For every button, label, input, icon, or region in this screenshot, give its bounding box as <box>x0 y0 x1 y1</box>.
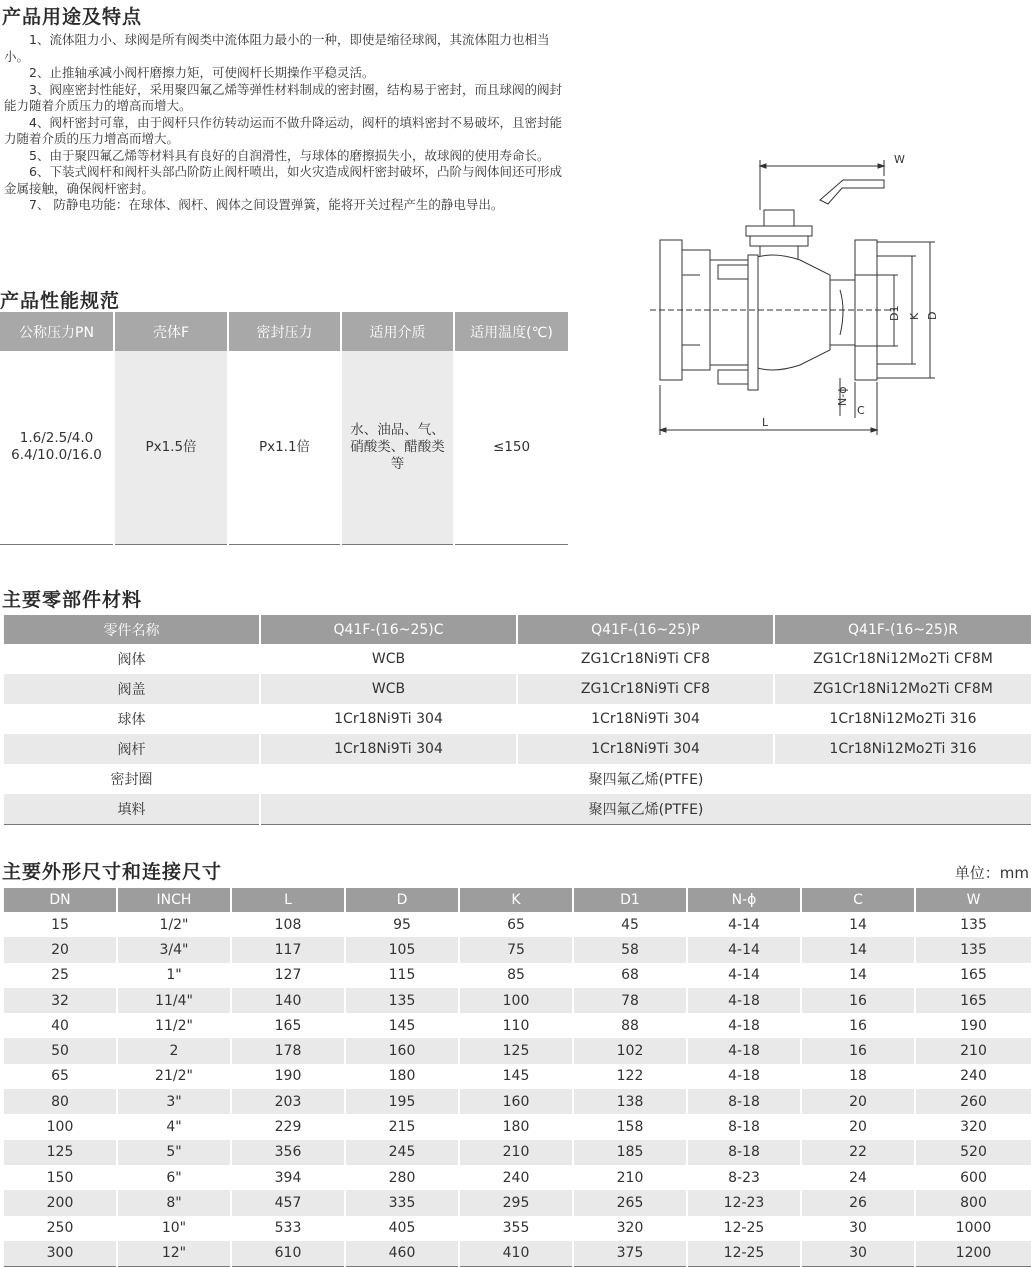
dims-cell: 26 <box>801 1190 915 1215</box>
dims-cell: 65 <box>51 1068 69 1085</box>
dims-cell: 3" <box>117 1089 231 1114</box>
spec-header-seal: 密封压力 <box>228 312 341 351</box>
dims-cell: 12" <box>117 1241 231 1266</box>
mat-header-part: 零件名称 <box>4 615 260 644</box>
mat-cell: WCB <box>260 644 517 674</box>
dims-cell: 8-18 <box>687 1114 801 1139</box>
dims-cell: 203 <box>231 1089 345 1114</box>
dims-cell: 6" <box>117 1165 231 1190</box>
dims-cell: 117 <box>231 937 345 962</box>
table-row <box>4 937 1031 962</box>
dims-cell: 1000 <box>915 1216 1031 1241</box>
spec-temp: ≤150 <box>454 351 568 544</box>
dims-cell: 405 <box>345 1216 459 1241</box>
mat-cell: 阀体 <box>117 652 146 668</box>
mat-header-p: Q41F-(16~25)P <box>517 615 774 644</box>
dims-cell: 8-18 <box>687 1089 801 1114</box>
feature-item: 7、 防静电功能：在球体、阀杆、阀体之间设置弹簧，能将开关过程产生的静电导出。 <box>29 197 504 212</box>
table-row <box>4 1140 1031 1165</box>
dims-cell: 12-25 <box>687 1241 801 1266</box>
dims-cell: 40 <box>51 1017 69 1034</box>
dims-cell: 195 <box>345 1089 459 1114</box>
dims-cell: 16 <box>801 1013 915 1038</box>
dims-cell: 180 <box>459 1114 573 1139</box>
dims-cell: 100 <box>459 988 573 1013</box>
dims-cell: 8-18 <box>687 1140 801 1165</box>
spec-seal: Px1.1倍 <box>228 351 341 544</box>
spec-pn-line2: 6.4/10.0/16.0 <box>11 447 102 464</box>
dims-cell: 11/4" <box>117 988 231 1013</box>
valve-diagram <box>650 150 940 450</box>
mat-cell: ZG1Cr18Ni9Ti CF8 <box>517 644 774 674</box>
dims-cell: 85 <box>459 963 573 988</box>
table-row <box>4 1013 1031 1038</box>
dims-cell: 165 <box>231 1013 345 1038</box>
dims-cell: 1" <box>117 963 231 988</box>
dims-cell: 11/2" <box>117 1013 231 1038</box>
dims-cell: 68 <box>573 963 687 988</box>
dims-cell: 20 <box>801 1114 915 1139</box>
dims-cell: 2 <box>117 1038 231 1063</box>
dims-cell: 20 <box>4 937 117 962</box>
dims-cell: 18 <box>801 1064 915 1089</box>
dims-cell: 21/2" <box>117 1064 231 1089</box>
dims-cell: 410 <box>459 1241 573 1266</box>
dims-cell: 245 <box>345 1140 459 1165</box>
dims-cell: 135 <box>915 937 1031 962</box>
dim-label-c: C <box>857 404 865 417</box>
mat-cell: 1Cr18Ni9Ti 304 <box>517 704 774 734</box>
spec-title: 产品性能规范 <box>0 290 121 312</box>
table-row <box>4 963 1031 988</box>
dims-cell: 229 <box>231 1114 345 1139</box>
table-row <box>4 1114 1031 1139</box>
table-row <box>4 1089 1031 1114</box>
dims-cell: 356 <box>231 1140 345 1165</box>
dims-cell: 105 <box>345 937 459 962</box>
dims-cell: 8" <box>117 1190 231 1215</box>
dims-header: W <box>915 888 1031 912</box>
dim-label-d: D <box>926 311 939 320</box>
feature-item: 3、阀座密封性能好，采用聚四氟乙烯等弹性材料制成的密封圈，结构易于密封，而且球阀的阀封能力随着介质压力的增高而增大。 <box>4 81 562 113</box>
dims-cell: 5" <box>117 1140 231 1165</box>
table-row <box>4 988 1031 1013</box>
mat-cell: 1Cr18Ni9Ti 304 <box>260 734 517 764</box>
spec-header-shell: 壳体F <box>114 312 228 351</box>
dims-cell: 185 <box>573 1140 687 1165</box>
table-row <box>4 794 1031 824</box>
dims-cell: 58 <box>573 937 687 962</box>
table-row <box>4 1064 1031 1089</box>
dims-cell: 158 <box>573 1114 687 1139</box>
dims-cell: 600 <box>915 1165 1031 1190</box>
dims-cell: 30 <box>801 1241 915 1266</box>
dims-cell: 138 <box>573 1089 687 1114</box>
mat-cell: 聚四氟乙烯(PTFE) <box>260 794 1031 824</box>
table-row <box>4 704 1031 734</box>
dims-header: N-ϕ <box>687 888 801 912</box>
dims-cell: 180 <box>345 1064 459 1089</box>
dim-label-l: L <box>762 416 769 429</box>
dims-cell: 24 <box>801 1165 915 1190</box>
feature-item: 1、流体阻力小、球阀是所有阀类中流体阻力最小的一种，即使是缩径球阀，其流体阻力也相当小。 <box>4 32 550 64</box>
table-row <box>4 674 1031 704</box>
spec-shell: Px1.5倍 <box>114 351 228 544</box>
dims-cell: 115 <box>345 963 459 988</box>
dims-cell: 95 <box>345 912 459 937</box>
dims-cell: 4-18 <box>687 1038 801 1063</box>
dims-cell: 240 <box>915 1064 1031 1089</box>
dims-cell: 4-18 <box>687 988 801 1013</box>
mat-cell: 1Cr18Ni12Mo2Ti 316 <box>774 734 1031 764</box>
dims-cell: 4-14 <box>687 912 801 937</box>
spec-header-pn: 公称压力PN <box>0 312 114 351</box>
dims-cell: 45 <box>573 912 687 937</box>
dims-cell: 800 <box>915 1190 1031 1215</box>
dims-cell: 16 <box>801 988 915 1013</box>
dims-cell: 110 <box>459 1013 573 1038</box>
dims-cell: 610 <box>231 1241 345 1266</box>
dims-cell: 457 <box>231 1190 345 1215</box>
dim-label-d1: D1 <box>888 305 901 321</box>
dims-header: DN <box>4 888 117 912</box>
dims-header: C <box>801 888 915 912</box>
dims-cell: 160 <box>459 1089 573 1114</box>
dims-cell: 460 <box>345 1241 459 1266</box>
bolt-bottom <box>718 370 748 384</box>
dims-header: INCH <box>117 888 231 912</box>
dims-cell: 16 <box>801 1038 915 1063</box>
mat-cell: 密封圈 <box>110 772 153 788</box>
dims-title: 主要外形尺寸和连接尺寸 <box>2 861 223 883</box>
dims-cell: 14 <box>801 912 915 937</box>
table-row <box>4 1038 1031 1063</box>
spec-header-temp: 适用温度(℃) <box>454 312 568 351</box>
spec-pn-line1: 1.6/2.5/4.0 <box>19 430 94 447</box>
dims-cell: 280 <box>345 1165 459 1190</box>
dims-cell: 265 <box>573 1190 687 1215</box>
dims-cell: 1/2" <box>117 912 231 937</box>
dims-cell: 320 <box>915 1114 1031 1139</box>
dims-cell: 127 <box>231 963 345 988</box>
dim-label-k: K <box>908 312 921 320</box>
mat-cell: 阀盖 <box>4 674 260 704</box>
features-title: 产品用途及特点 <box>2 6 143 28</box>
dims-cell: 12-25 <box>687 1216 801 1241</box>
dim-label-n-phi: N-ϕ <box>836 386 849 406</box>
table-row <box>4 644 1031 674</box>
mat-cell: 1Cr18Ni12Mo2Ti 316 <box>774 704 1031 734</box>
dims-cell: 178 <box>231 1038 345 1063</box>
dims-cell: 533 <box>231 1216 345 1241</box>
features-list <box>4 32 564 214</box>
dims-cell: 102 <box>573 1038 687 1063</box>
bolt-top <box>718 265 748 279</box>
dims-cell: 80 <box>4 1089 117 1114</box>
dims-cell: 210 <box>573 1165 687 1190</box>
dims-cell: 50 <box>4 1038 117 1063</box>
dims-cell: 140 <box>231 988 345 1013</box>
mat-cell: 1Cr18Ni9Ti 304 <box>260 704 517 734</box>
dims-cell: 75 <box>459 937 573 962</box>
dims-cell: 250 <box>46 1220 74 1237</box>
dims-cell: 210 <box>459 1140 573 1165</box>
dims-cell: 32 <box>4 988 117 1013</box>
dims-cell: 135 <box>915 912 1031 937</box>
spec-header-media: 适用介质 <box>341 312 454 351</box>
dims-cell: 125 <box>459 1038 573 1063</box>
dims-cell: 200 <box>4 1190 117 1215</box>
table-row <box>4 1165 1031 1190</box>
materials-table <box>4 615 1031 825</box>
dims-cell: 190 <box>915 1013 1031 1038</box>
unit-label: 单位：mm <box>954 864 1029 882</box>
spec-media: 水、油品、气、硝酸类、醋酸类等 <box>341 351 454 544</box>
dims-cell: 210 <box>915 1038 1031 1063</box>
dims-cell: 145 <box>459 1064 573 1089</box>
dims-cell: 4" <box>117 1114 231 1139</box>
valve-stem-nut <box>764 210 794 226</box>
valve-handle <box>820 180 884 204</box>
spec-pn <box>0 351 114 544</box>
dims-cell: 65 <box>459 912 573 937</box>
mat-cell: 1Cr18Ni9Ti 304 <box>517 734 774 764</box>
dims-cell: 25 <box>51 967 69 984</box>
mat-cell: 阀杆 <box>4 734 260 764</box>
dims-cell: 375 <box>573 1241 687 1266</box>
dims-cell: 135 <box>345 988 459 1013</box>
dims-cell: 160 <box>345 1038 459 1063</box>
materials-title: 主要零部件材料 <box>2 589 143 611</box>
dims-cell: 165 <box>915 963 1031 988</box>
mat-cell: WCB <box>260 674 517 704</box>
feature-item: 6、下装式阀杆和阀杆头部凸阶防止阀杆喷出，如火灾造成阀杆密封破坏，凸阶与阀体间还可形成金属接触，确保阀杆密封。 <box>4 164 562 196</box>
mat-cell: 聚四氟乙烯(PTFE) <box>260 764 1031 794</box>
dims-cell: 30 <box>801 1216 915 1241</box>
feature-item: 4、阀杆密封可靠，由于阀杆只作彷转动运而不做升降运动，阀杆的填料密封不易破坏，且密封能力随着介质的压力增高而增大。 <box>4 114 562 146</box>
dims-cell: 4-18 <box>687 1013 801 1038</box>
dims-cell: 14 <box>801 937 915 962</box>
dims-cell: 215 <box>345 1114 459 1139</box>
dims-cell: 335 <box>345 1190 459 1215</box>
dims-cell: 15 <box>51 916 69 933</box>
dims-cell: 295 <box>459 1190 573 1215</box>
dims-cell: 3/4" <box>117 937 231 962</box>
dims-cell: 88 <box>573 1013 687 1038</box>
dims-cell: 12-23 <box>687 1190 801 1215</box>
dims-header: K <box>459 888 573 912</box>
dims-cell: 122 <box>573 1064 687 1089</box>
dims-cell: 190 <box>231 1064 345 1089</box>
dims-cell: 1200 <box>915 1241 1031 1266</box>
dims-cell: 8-23 <box>687 1165 801 1190</box>
dims-table <box>4 888 1031 1267</box>
dims-cell: 20 <box>801 1089 915 1114</box>
dims-header: D <box>345 888 459 912</box>
mat-cell: 填料 <box>4 794 260 824</box>
dims-cell: 260 <box>915 1089 1031 1114</box>
mat-header-c: Q41F-(16~25)C <box>260 615 517 644</box>
dims-cell: 165 <box>915 988 1031 1013</box>
dims-cell: 125 <box>4 1140 117 1165</box>
dims-cell: 10" <box>117 1216 231 1241</box>
mat-cell: ZG1Cr18Ni9Ti CF8 <box>517 674 774 704</box>
table-row <box>4 912 1031 937</box>
dims-cell: 150 <box>46 1169 74 1186</box>
table-row <box>4 734 1031 764</box>
table-row <box>4 1241 1031 1266</box>
dims-cell: 4-14 <box>687 937 801 962</box>
dims-cell: 4-18 <box>687 1064 801 1089</box>
dims-header: D1 <box>573 888 687 912</box>
dims-cell: 520 <box>915 1140 1031 1165</box>
spec-table <box>0 312 568 545</box>
dims-cell: 355 <box>459 1216 573 1241</box>
dims-cell: 100 <box>46 1119 74 1136</box>
dims-cell: 394 <box>231 1165 345 1190</box>
dim-label-w: W <box>894 153 905 166</box>
table-row <box>4 1190 1031 1215</box>
dims-cell: 4-14 <box>687 963 801 988</box>
dims-cell: 145 <box>345 1013 459 1038</box>
mat-header-r: Q41F-(16~25)R <box>774 615 1031 644</box>
mat-cell: ZG1Cr18Ni12Mo2Ti CF8M <box>774 674 1031 704</box>
feature-item: 5、由于聚四氟乙烯等材料具有良好的自润滑性，与球体的磨擦损失小，故球阀的使用寿命长。 <box>29 147 550 163</box>
table-row <box>4 1216 1031 1241</box>
mat-cell: 球体 <box>117 712 146 728</box>
dims-cell: 22 <box>801 1140 915 1165</box>
feature-item: 2、止推轴承减小阀杆磨擦力矩，可使阀杆长期操作平稳灵活。 <box>29 65 375 80</box>
dims-cell: 78 <box>573 988 687 1013</box>
dims-cell: 300 <box>4 1241 117 1266</box>
mat-cell: ZG1Cr18Ni12Mo2Ti CF8M <box>774 644 1031 674</box>
dims-cell: 240 <box>459 1165 573 1190</box>
table-row <box>4 764 1031 794</box>
dims-cell: 14 <box>801 963 915 988</box>
dims-header: L <box>231 888 345 912</box>
dims-cell: 108 <box>231 912 345 937</box>
dims-cell: 320 <box>573 1216 687 1241</box>
